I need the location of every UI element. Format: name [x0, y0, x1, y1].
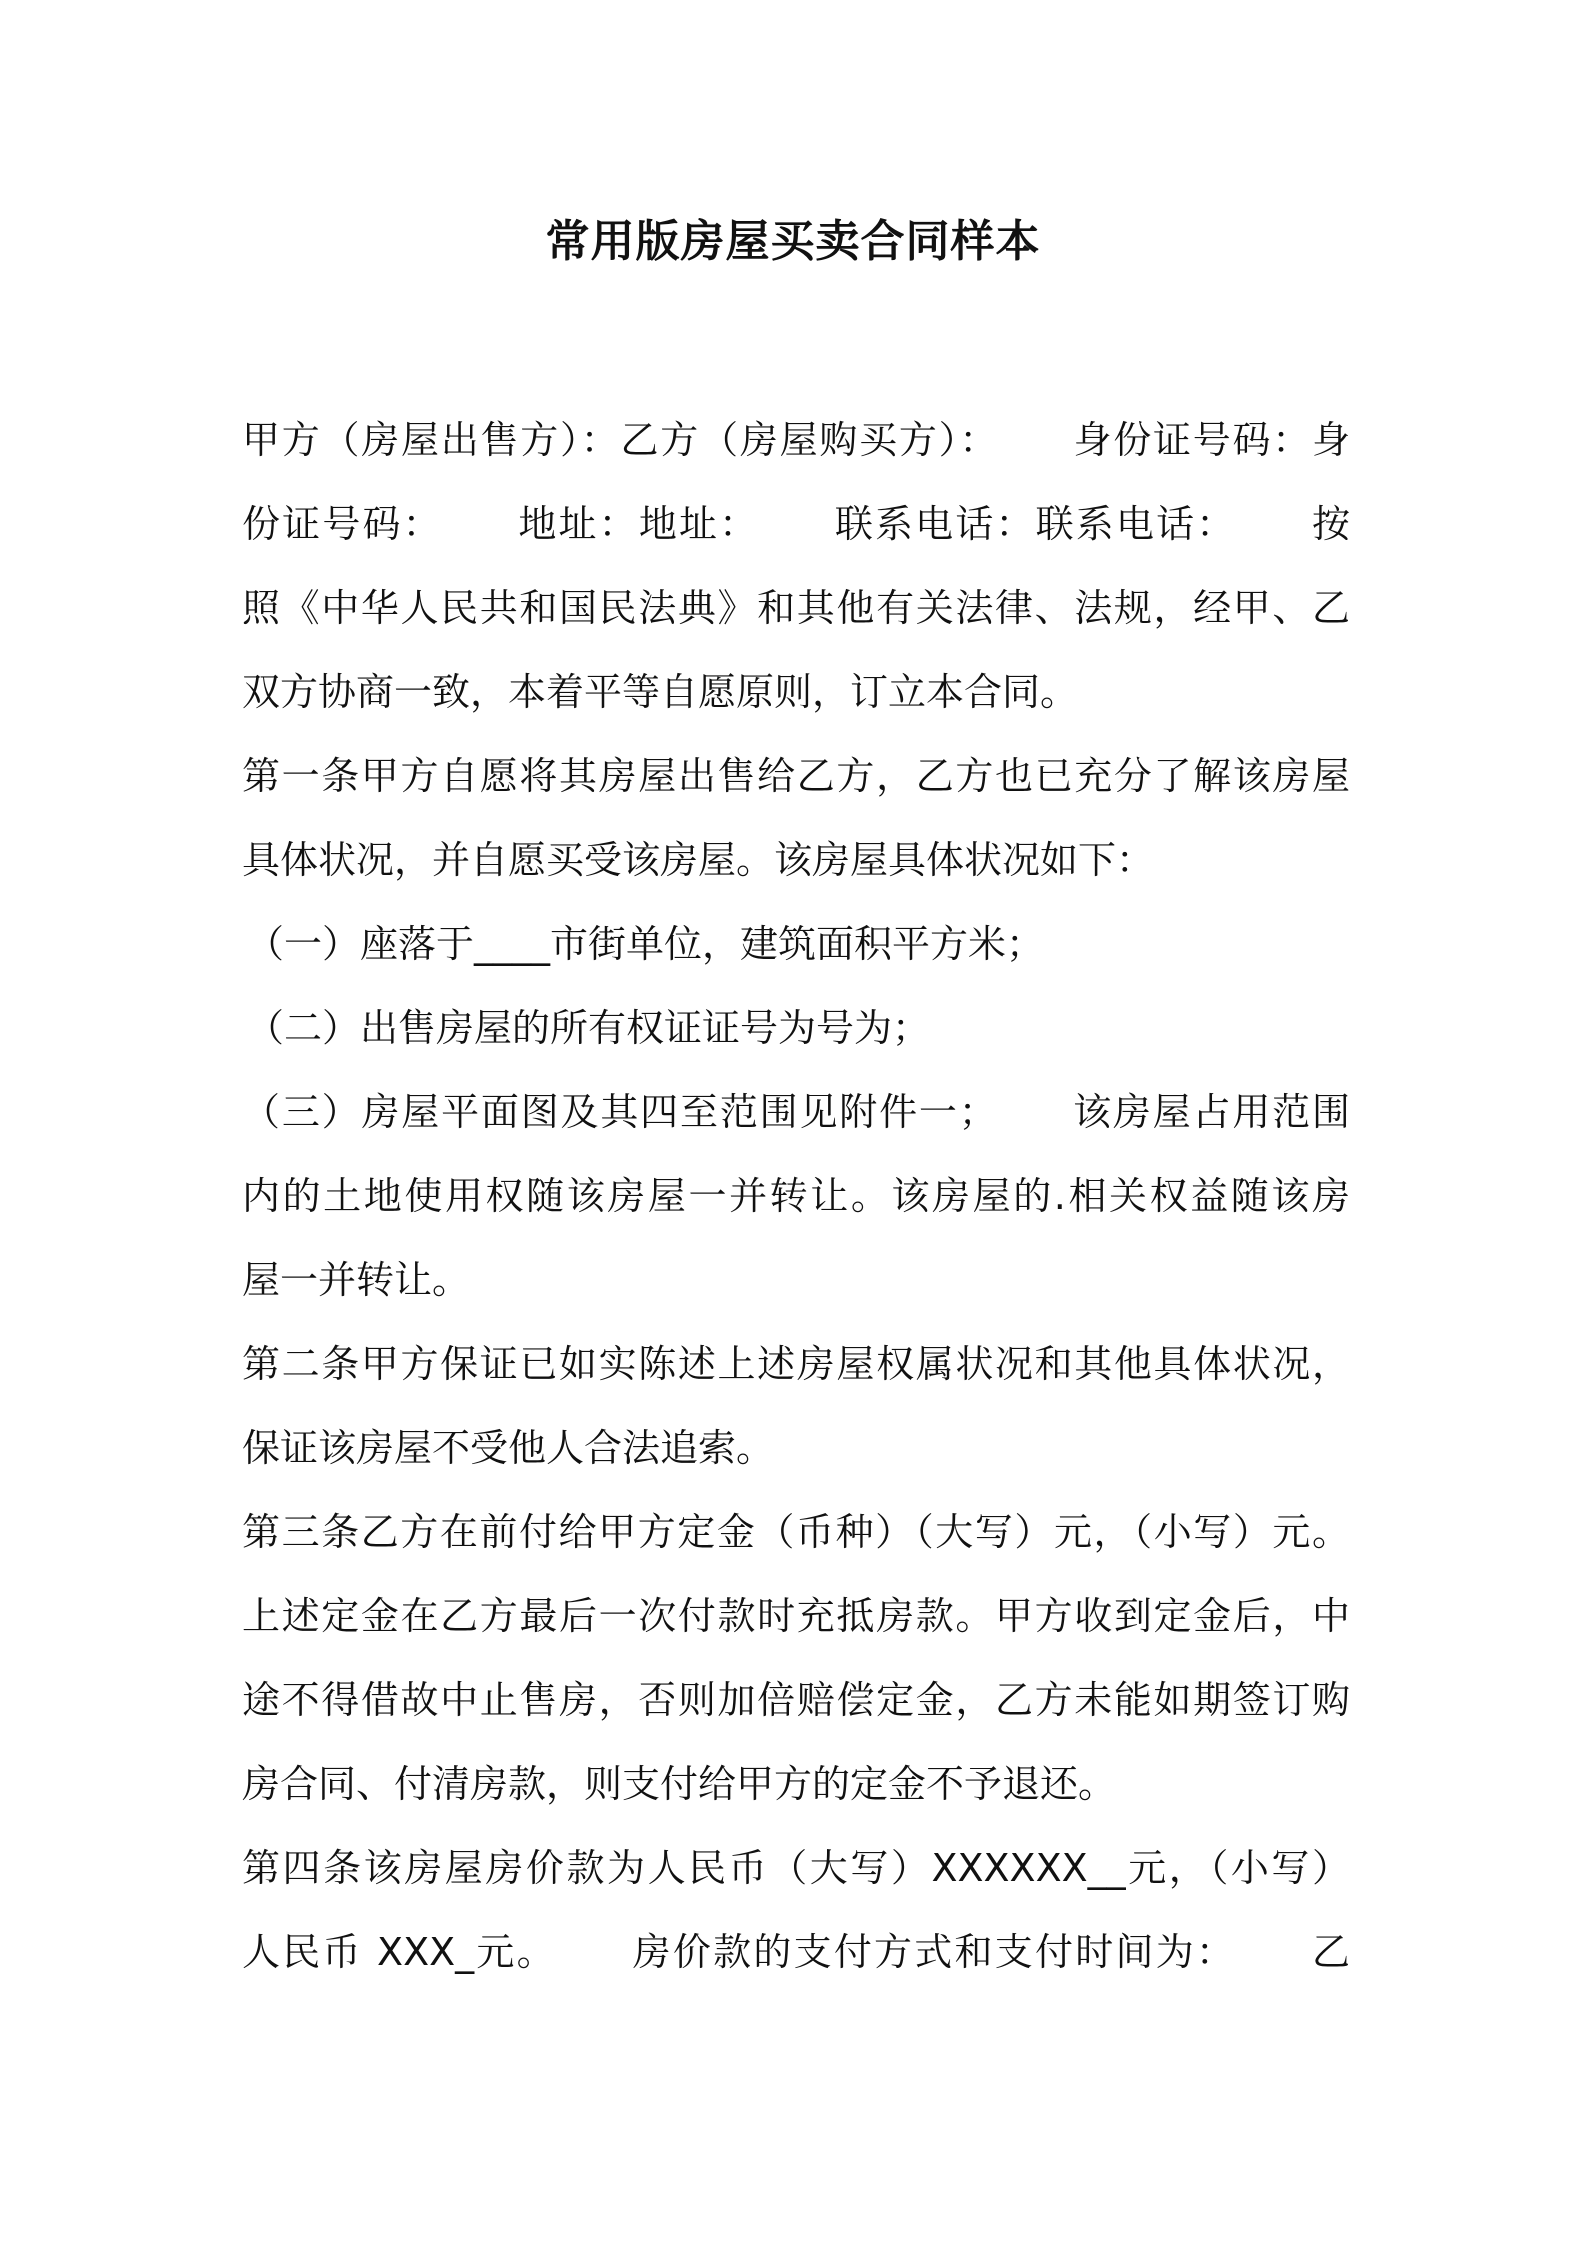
text-line-19: 人民币 XXX_元。 房价款的支付方式和支付时间为： 乙 — [242, 1930, 1350, 1974]
text-line-7: （一）座落于____市街单位，建筑面积平方米； — [246, 922, 1045, 966]
document-title: 常用版房屋买卖合同样本 — [545, 216, 1041, 267]
text-line-3: 照《中华人民共和国民法典》和其他有关法律、法规，经甲、乙 — [242, 586, 1350, 630]
text-line-17: 房合同、付清房款，则支付给甲方的定金不予退还。 — [242, 1762, 1117, 1806]
text-line-5: 第一条甲方自愿将其房屋出售给乙方，乙方也已充分了解该房屋 — [242, 754, 1350, 798]
text-line-4: 双方协商一致，本着平等自愿原则，订立本合同。 — [242, 670, 1079, 714]
text-line-6: 具体状况，并自愿买受该房屋。该房屋具体状况如下： — [242, 838, 1155, 882]
text-line-11: 屋一并转让。 — [242, 1258, 471, 1302]
text-line-16: 途不得借故中止售房，否则加倍赔偿定金，乙方未能如期签订购 — [242, 1678, 1350, 1722]
text-line-15: 上述定金在乙方最后一次付款时充抵房款。甲方收到定金后，中 — [242, 1594, 1350, 1638]
text-line-13: 保证该房屋不受他人合法追索。 — [242, 1426, 775, 1470]
text-line-1: 甲方（房屋出售方）：乙方（房屋购买方）： 身份证号码：身 — [242, 418, 1350, 462]
text-line-10: 内的土地使用权随该房屋一并转让。该房屋的.相关权益随该房 — [242, 1174, 1350, 1218]
text-line-2: 份证号码： 地址：地址： 联系电话：联系电话： 按 — [242, 502, 1350, 546]
text-line-14: 第三条乙方在前付给甲方定金（币种）（大写）元，（小写）元。 — [242, 1510, 1350, 1554]
text-line-8: （二）出售房屋的所有权证证号为号为； — [246, 1006, 931, 1050]
text-line-18: 第四条该房屋房价款为人民币（大写）XXXXXX__元，（小写） — [242, 1846, 1350, 1890]
text-line-9: （三）房屋平面图及其四至范围见附件一； 该房屋占用范围 — [242, 1090, 1350, 1134]
text-line-12: 第二条甲方保证已如实陈述上述房屋权属状况和其他具体状况， — [242, 1342, 1350, 1386]
contract-body — [242, 398, 1350, 1994]
